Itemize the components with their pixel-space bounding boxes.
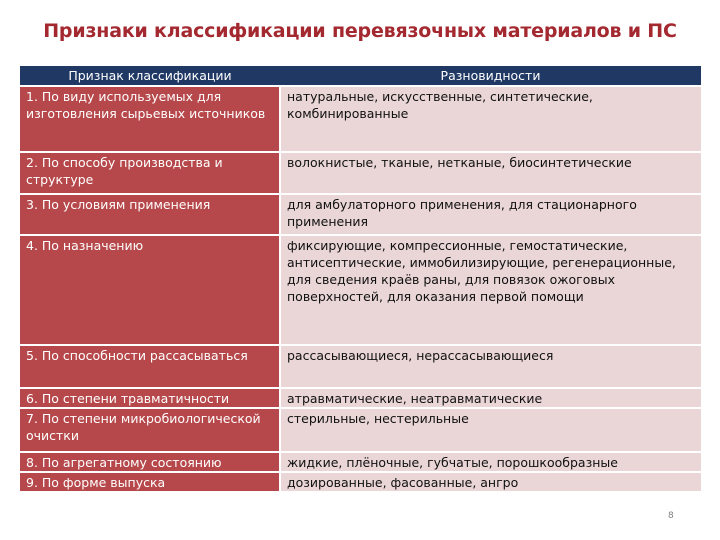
table-row	[20, 388, 701, 408]
feature-cell: 3. По условиям применения	[20, 194, 280, 235]
feature-cell: 4. По назначению	[20, 235, 280, 345]
feature-cell: 1. По виду используемых для изготовления сырьевых источников	[20, 86, 280, 152]
variants-cell: атравматические, неатравматические	[280, 388, 701, 408]
table-row	[20, 235, 701, 345]
feature-cell: 5. По способности рассасываться	[20, 345, 280, 388]
page-number: 8	[668, 511, 674, 521]
variants-cell: рассасывающиеся, нерассасывающиеся	[280, 345, 701, 388]
table-row	[20, 472, 701, 492]
variants-cell: фиксирующие, компрессионные, гемостатические, антисептические, иммобилизирующие, регенерационные, для сведения краёв раны, для повязок ожоговых поверхностей, для оказания первой помощи	[280, 235, 701, 345]
table-row	[20, 452, 701, 472]
table-row	[20, 194, 701, 235]
variants-cell: дозированные, фасованные, ангро	[280, 472, 701, 492]
variants-cell: стерильные, нестерильные	[280, 408, 701, 452]
variants-cell: для амбулаторного применения, для стационарного применения	[280, 194, 701, 235]
classification-table	[20, 66, 701, 493]
page-title: Признаки классификации перевязочных материалов и ПС	[43, 20, 677, 42]
feature-cell: 9. По форме выпуска	[20, 472, 280, 492]
table-row	[20, 408, 701, 452]
feature-cell: 6. По степени травматичности	[20, 388, 280, 408]
table-row	[20, 152, 701, 194]
table-row	[20, 345, 701, 388]
header-variants: Разновидности	[280, 66, 701, 86]
table-header-row	[20, 66, 701, 86]
variants-cell: натуральные, искусственные, синтетические, комбинированные	[280, 86, 701, 152]
header-feature: Признак классификации	[20, 66, 280, 86]
feature-cell: 8. По агрегатному состоянию	[20, 452, 280, 472]
table-row	[20, 86, 701, 152]
variants-cell: жидкие, плёночные, губчатые, порошкообразные	[280, 452, 701, 472]
variants-cell: волокнистые, тканые, нетканые, биосинтетические	[280, 152, 701, 194]
feature-cell: 7. По степени микробиологической очистки	[20, 408, 280, 452]
feature-cell: 2. По способу производства и структуре	[20, 152, 280, 194]
